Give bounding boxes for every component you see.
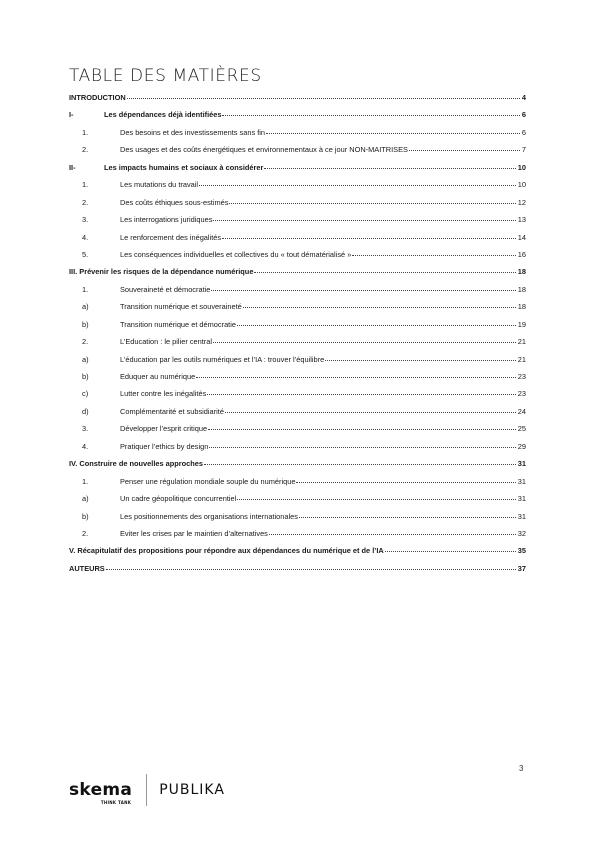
toc-entry[interactable]	[69, 424, 526, 441]
toc-entry[interactable]	[69, 285, 526, 302]
toc-entry-label: Eviter les crises par le maintien d’alternatives	[120, 528, 268, 538]
toc-entry-page: 12	[517, 197, 526, 207]
toc-entry-label: IV. Construire de nouvelles approches	[69, 459, 204, 469]
toc-entry[interactable]	[69, 320, 526, 337]
toc-leader-dots	[243, 307, 516, 308]
page-number: 3	[519, 764, 524, 773]
toc-entry[interactable]	[69, 459, 526, 476]
toc-leader-dots	[209, 447, 515, 448]
toc-leader-dots	[264, 168, 515, 169]
toc-entry-label: Transition numérique et démocratie	[120, 319, 236, 329]
toc-leader-dots	[196, 377, 516, 378]
toc-entry-page: 6	[521, 127, 526, 137]
toc-entry-label: L’Education : le pilier central	[120, 337, 213, 347]
toc-entry[interactable]	[69, 529, 526, 546]
toc-entry-page: 18	[517, 284, 526, 294]
toc-entry[interactable]	[69, 302, 526, 319]
toc-entry-number: 2.	[82, 528, 89, 538]
toc-entry[interactable]	[69, 163, 526, 180]
toc-leader-dots	[211, 290, 515, 291]
toc-leader-dots	[254, 272, 515, 273]
toc-entry-label: Pratiquer l’ethics by design	[120, 441, 209, 451]
toc-entry[interactable]	[69, 110, 526, 127]
toc-entry[interactable]	[69, 512, 526, 529]
toc-entry-label: Les positionnements des organisations internationales	[120, 511, 298, 521]
toc-entry[interactable]	[69, 477, 526, 494]
toc-entry[interactable]	[69, 407, 526, 424]
toc-leader-dots	[266, 133, 520, 134]
toc-entry-page: 31	[517, 476, 526, 486]
logo-divider	[146, 774, 147, 806]
toc-leader-dots	[204, 464, 516, 465]
toc-entry-number: 4.	[82, 441, 89, 451]
toc-entry-page: 23	[517, 372, 526, 381]
toc-leader-dots	[222, 115, 519, 116]
footer-logos	[69, 772, 225, 808]
toc-entry-page: 7	[521, 145, 526, 155]
toc-entry-page: 21	[517, 337, 526, 347]
toc-entry-label: Penser une régulation mondiale souple du numérique	[120, 476, 296, 486]
toc-entry-number: d)	[82, 406, 89, 416]
toc-entry-number: 2.	[82, 197, 89, 207]
toc-entry-label: Complémentarité et subsidiarité	[120, 406, 224, 416]
toc-entry-label: Souveraineté et démocratie	[120, 284, 211, 294]
toc-entry-number: 5.	[82, 249, 89, 259]
toc-leader-dots	[229, 203, 515, 204]
toc-entry-page: 31	[517, 494, 526, 504]
toc-entry-label: Les conséquences individuelles et collectives du « tout dématérialisé »	[120, 249, 352, 259]
toc-entry-page: 18	[517, 302, 526, 312]
toc-entry[interactable]	[69, 250, 526, 267]
toc-entry-page: 18	[517, 267, 526, 277]
toc-leader-dots	[237, 325, 516, 326]
toc-entry-page: 37	[517, 563, 526, 573]
toc-leader-dots	[207, 394, 515, 395]
toc-entry-number: I-	[69, 110, 74, 120]
toc-entry-label: Des besoins et des investissements sans fin	[120, 127, 266, 137]
toc-entry-label: Les dépendances déjà identifiées	[104, 110, 222, 120]
toc-leader-dots	[352, 255, 515, 256]
skema-logo-subtitle: THINK TANK	[100, 799, 132, 805]
toc-leader-dots	[213, 220, 515, 221]
toc-entry-label: Transition numérique et souveraineté	[120, 302, 242, 312]
toc-entry-number: 2.	[82, 145, 89, 155]
toc-entry-label: Des usages et des coûts énergétiques et environnementaux à ce jour NON-MAITRISES	[120, 145, 408, 155]
toc-entry[interactable]	[69, 337, 526, 354]
toc-entry[interactable]	[69, 442, 526, 459]
toc-entry[interactable]	[69, 389, 526, 406]
publika-logo: PUBLIKA	[159, 782, 225, 798]
toc-entry-label: Le renforcement des inégalités	[120, 232, 222, 242]
toc-entry-label: Les mutations du travail	[120, 180, 199, 190]
toc-entry-page: 31	[517, 511, 526, 521]
toc-entry-page: 31	[517, 459, 526, 469]
toc-entry-number: b)	[82, 372, 89, 381]
toc-entry-page: 21	[517, 354, 526, 364]
toc-entry-number: 1.	[82, 180, 89, 190]
toc-leader-dots	[385, 551, 516, 552]
toc-entry-page: 13	[517, 215, 526, 225]
toc-entry[interactable]	[69, 233, 526, 250]
toc-entry-page: 16	[517, 249, 526, 259]
toc-entry-number: 3.	[82, 424, 89, 434]
toc-entry[interactable]	[69, 546, 526, 563]
toc-entry[interactable]	[69, 93, 526, 110]
toc-entry-number: a)	[82, 494, 89, 504]
toc-entry-number: 1.	[82, 127, 89, 137]
toc-entry[interactable]	[69, 128, 526, 145]
toc-entry-page: 14	[517, 232, 526, 242]
toc-entry-label: Eduquer au numérique	[120, 372, 196, 381]
toc-entry-page: 35	[517, 546, 526, 556]
toc-entry[interactable]	[69, 180, 526, 197]
toc-entry-label: Lutter contre les inégalités	[120, 389, 207, 399]
toc-entry-label: Des coûts éthiques sous-estimés	[120, 197, 229, 207]
toc-entry-page: 6	[521, 110, 526, 120]
toc-entry[interactable]	[69, 355, 526, 372]
toc-entry[interactable]	[69, 494, 526, 511]
toc-leader-dots	[296, 482, 515, 483]
toc-leader-dots	[269, 534, 516, 535]
toc-entry-number: 1.	[82, 476, 89, 486]
toc-leader-dots	[199, 185, 516, 186]
toc-leader-dots	[106, 569, 516, 570]
toc-leader-dots	[127, 98, 520, 99]
toc-entry-page: 4	[521, 93, 526, 102]
toc-entry-number: 3.	[82, 215, 89, 225]
toc-entry-label: Développer l’esprit critique	[120, 424, 208, 434]
toc-leader-dots	[237, 499, 515, 500]
toc-entry-page: 24	[517, 406, 526, 416]
toc-entry-number: 2.	[82, 337, 89, 347]
toc-entry-number: 4.	[82, 232, 89, 242]
toc-entry-label: L’éducation par les outils numériques et l’IA : trouver l’équilibre	[120, 354, 325, 364]
toc-entry-number: c)	[82, 389, 89, 399]
toc-entry[interactable]	[69, 198, 526, 215]
toc-entry[interactable]	[69, 564, 526, 581]
toc-entry[interactable]	[69, 267, 526, 284]
toc-entry-label: V. Récapitulatif des propositions pour répondre aux dépendances du numérique et de l’IA	[69, 546, 384, 556]
toc-entry-label: AUTEURS	[69, 563, 105, 573]
toc-leader-dots	[409, 150, 520, 151]
toc-entry[interactable]	[69, 145, 526, 162]
toc-entry-label: III. Prévenir les risques de la dépendance numérique	[69, 267, 254, 277]
toc-leader-dots	[213, 342, 516, 343]
toc-entry[interactable]	[69, 372, 526, 389]
toc-entry-number: II-	[69, 162, 76, 172]
toc-leader-dots	[325, 360, 516, 361]
toc-entry-number: b)	[82, 319, 89, 329]
page-title: TABLE DES MATIÈRES	[69, 66, 262, 86]
toc-entry-page: 10	[517, 180, 526, 190]
toc-leader-dots	[225, 412, 516, 413]
skema-logo-text: skema	[69, 779, 133, 800]
toc-entry-number: b)	[82, 511, 89, 521]
toc-leader-dots	[222, 238, 516, 239]
toc-entry-page: 10	[517, 162, 526, 172]
toc-entry-number: a)	[82, 354, 89, 364]
toc-entry-page: 19	[517, 319, 526, 329]
toc-entry-page: 25	[517, 424, 526, 434]
toc-entry-number: 1.	[82, 284, 89, 294]
toc-entry-page: 23	[517, 389, 526, 399]
toc-entry-page: 32	[517, 528, 526, 538]
toc-entry-page: 29	[517, 441, 526, 451]
toc-entry-label: INTRODUCTION	[69, 93, 126, 102]
toc-entry[interactable]	[69, 215, 526, 232]
table-of-contents	[69, 93, 526, 581]
toc-entry-number: a)	[82, 302, 89, 312]
toc-entry-label: Les impacts humains et sociaux à considérer	[104, 162, 264, 172]
toc-entry-label: Un cadre géopolitique concurrentiel	[120, 494, 237, 504]
skema-logo	[69, 779, 133, 805]
toc-leader-dots	[299, 517, 516, 518]
toc-leader-dots	[208, 429, 516, 430]
toc-entry-label: Les interrogations juridiques	[120, 215, 213, 225]
